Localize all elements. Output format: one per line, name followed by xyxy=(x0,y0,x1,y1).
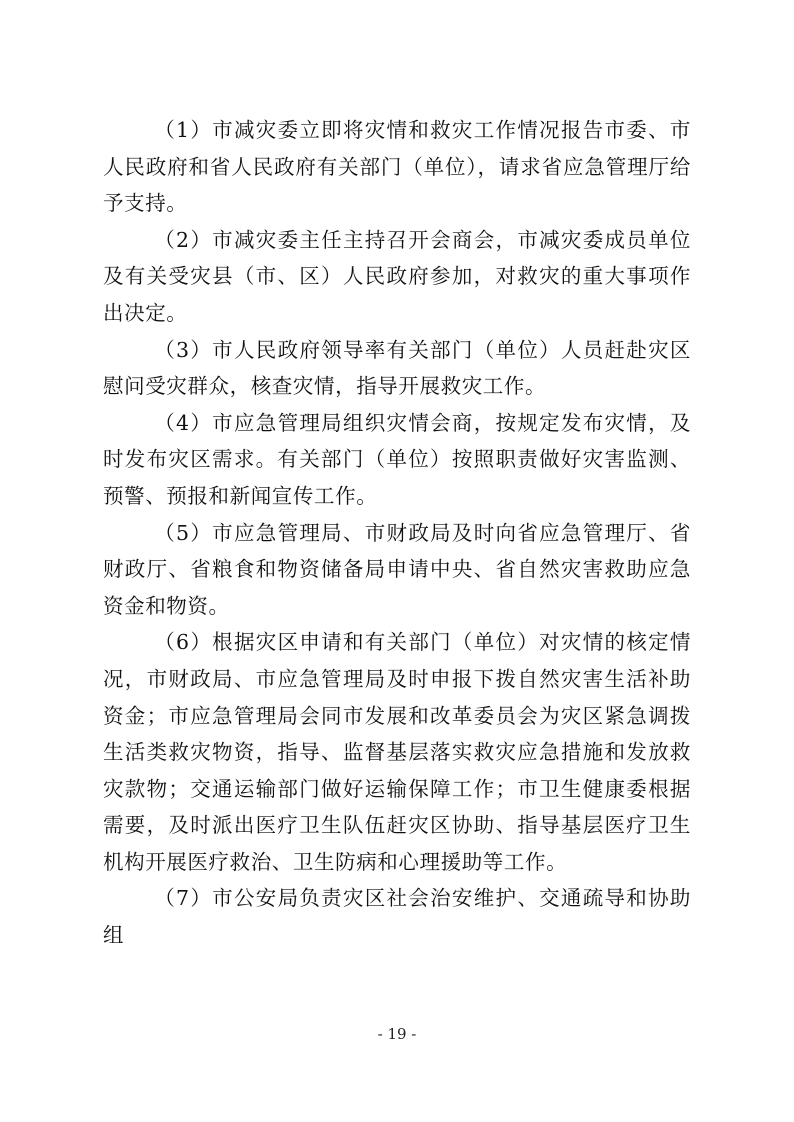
paragraph-6: （6）根据灾区申请和有关部门（单位）对灾情的核定情况，市财政局、市应急管理局及时申报下拨自然灾害生活补助资金；市应急管理局会同市发展和改革委员会为灾区紧急调拨生活类救灾物资，指导、监督基层落实救灾应急措施和发放救灾款物；交通运输部门做好运输保障工作；市卫生健康委根据需要，及时派出医疗卫生队伍赶灾区协助、指导基层医疗卫生机构开展医疗救治、卫生防病和心理援助等工作。 xyxy=(103,630,691,874)
paragraph-3: （3）市人民政府领导率有关部门（单位）人员赶赴灾区慰问受灾群众，核查灾情，指导开展救灾工作。 xyxy=(103,337,691,399)
paragraph-5: （5）市应急管理局、市财政局及时向省应急管理厅、省财政厅、省粮食和物资储备局申请中央、省自然灾害救助应急资金和物资。 xyxy=(103,520,691,618)
paragraph-1: （1）市减灾委立即将灾情和救灾工作情况报告市委、市人民政府和省人民政府有关部门（单位），请求省应急管理厅给予支持。 xyxy=(103,118,691,216)
paragraph-2: （2）市减灾委主任主持召开会商会，市减灾委成员单位及有关受灾县（市、区）人民政府参加，对救灾的重大事项作出决定。 xyxy=(103,227,691,325)
page-number: - 19 - xyxy=(377,1025,417,1043)
paragraph-7: （7）市公安局负责灾区社会治安维护、交通疏导和协助组 xyxy=(103,886,691,948)
document-body xyxy=(103,112,691,954)
paragraph-4: （4）市应急管理局组织灾情会商，按规定发布灾情，及时发布灾区需求。有关部门（单位）按照职责做好灾害监测、预警、预报和新闻宣传工作。 xyxy=(103,410,691,508)
